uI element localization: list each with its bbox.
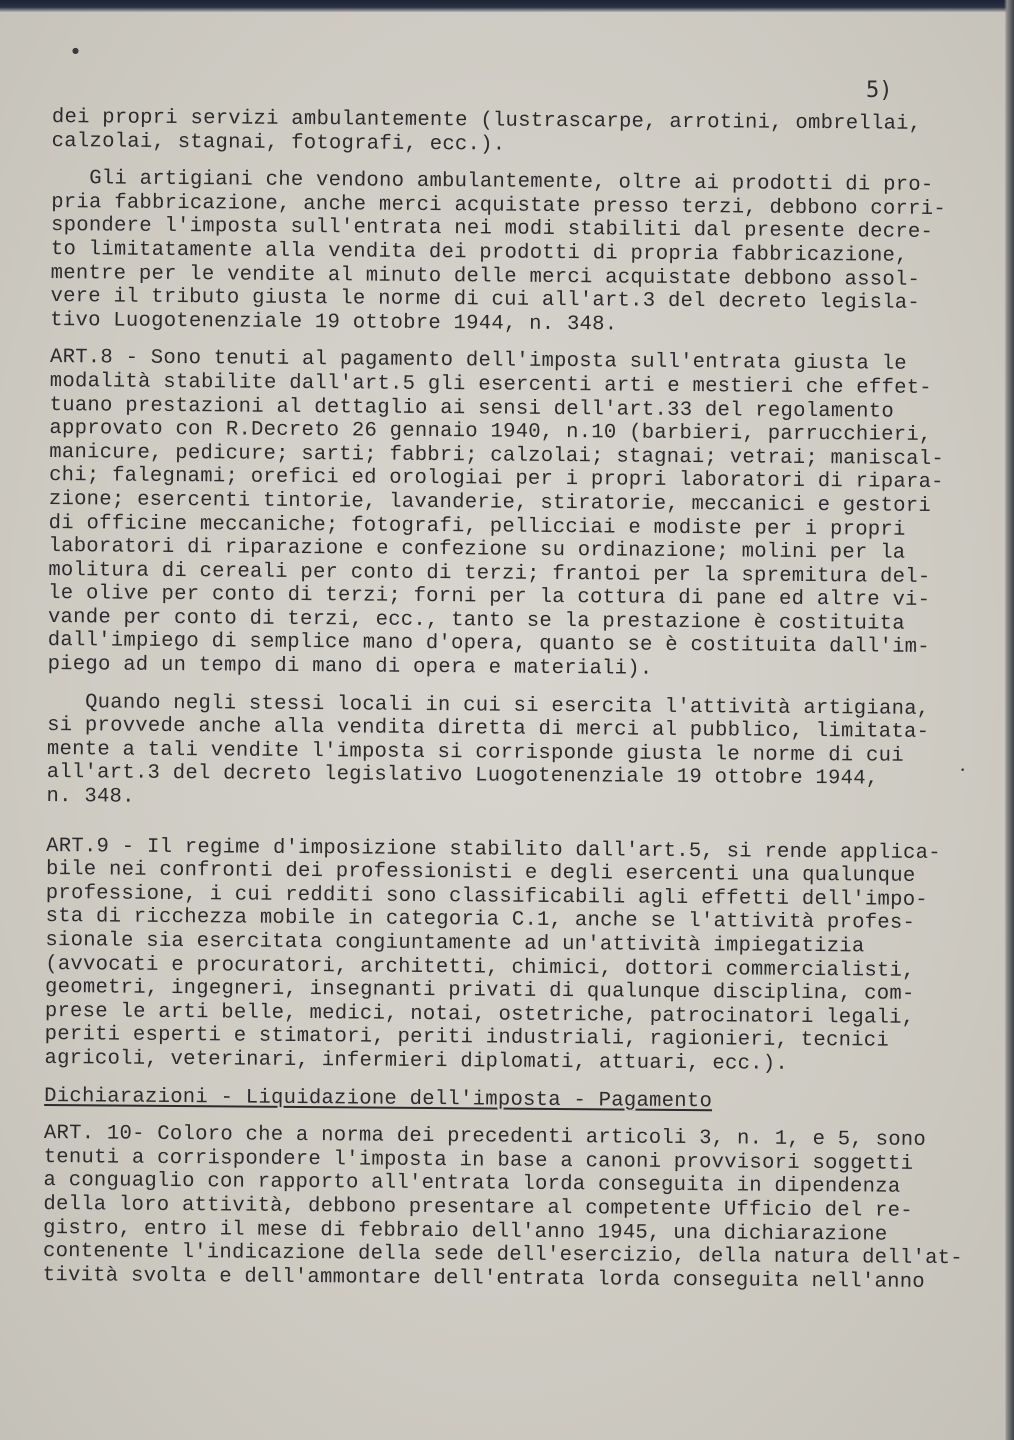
- text-line: periti esperti e stimatori, periti industriali, ragionieri, tecnici: [44, 1023, 890, 1053]
- text-line: gistro, entro il mese di febbraio dell'anno 1945, una dichiarazione: [43, 1216, 888, 1247]
- page-number: 5): [866, 78, 893, 103]
- text-line: dall'impiego di semplice mano d'opera, quanto se è costituita dall'im-: [47, 629, 931, 660]
- scan-top-edge: [0, 0, 1014, 12]
- document-body: [43, 106, 972, 1295]
- text-line: vande per conto di terzi, ecc., tanto se la prestazione è costituita: [47, 605, 905, 636]
- text-line: mentre per le vendite al minuto delle merci acquistate debbono assol-: [50, 261, 921, 292]
- article-10-line: ART. 10- Coloro che a norma dei precedenti articoli 3, n. 1, e 5, sono: [43, 1122, 927, 1153]
- text-line: Quando negli stessi locali in cui si esercita l'attività artigiana,: [47, 690, 930, 721]
- text-line: molitura di cereali per conto di terzi; frantoi per la spremitura del-: [48, 558, 931, 589]
- text-line: tivo Luogotenenziale 19 ottobre 1944, n. 348.: [50, 308, 618, 337]
- text-line: professione, i cui redditi sono classificabili agli effetti dell'impo-: [45, 881, 929, 912]
- text-line: geometri, ingegneri, insegnanti privati di qualunque disciplina, com-: [44, 976, 915, 1006]
- text-line: si provvede anche alla vendita diretta di merci al pubblico, limitata-: [47, 714, 930, 745]
- text-line: tività svolta e dell'ammontare dell'entrata lorda conseguita nell'anno: [42, 1263, 926, 1294]
- text-line: di officine meccaniche; fotografi, pellicciai e modiste per i propri: [48, 511, 906, 542]
- text-line: n. 348.: [46, 785, 135, 809]
- article-9-line: ART.9 - Il regime d'imposizione stabilito dall'art.5, si rende applica-: [46, 834, 941, 865]
- section-heading: Dichiarazioni - Liquidazione dell'imposta - Pagamento: [44, 1084, 713, 1113]
- text-line: spondere l'imposta sull'entrata nei modi stabiliti dal presente decre-: [50, 214, 934, 245]
- text-line: (avvocati e procuratori, architetti, chimici, dottori commercialisti,: [45, 952, 915, 983]
- text-line: pria fabbricazione, anche merci acquistate presso terzi, debbono corri-: [51, 190, 947, 221]
- text-line: agricoli, veterinari, infermieri diplomati, attuari, ecc.).: [44, 1046, 789, 1076]
- text-line: tenuti a corrispondere l'imposta in base a canoni provvisori soggetti: [43, 1145, 914, 1176]
- article-8-line: ART.8 - Sono tenuti al pagamento dell'imposta sull'entrata giusta le: [49, 346, 908, 377]
- text-line: bile nei confronti dei professionisti e degli esercenti una qualunque: [45, 858, 916, 889]
- text-line: mente a tali vendite l'imposta si corrisponde giusta le norme di cui: [46, 737, 904, 768]
- text-line: sionale sia esercitata congiuntamente ad un'attività impiegatizia: [45, 928, 865, 959]
- speck-mark: •: [960, 766, 966, 776]
- text-line: modalità stabilite dall'art.5 gli esercenti arti e mestieri che effet-: [49, 369, 933, 400]
- text-line: chi; falegnami; orefici ed orologiai per i propri laboratori di ripara-: [49, 464, 944, 495]
- text-line: prese le arti belle, medici, notai, ostetriche, patrocinatori legali,: [44, 999, 915, 1030]
- text-line: tuano prestazioni al dettaglio ai sensi dell'art.33 del regolamento: [49, 393, 895, 424]
- text-line: a conguaglio con rapporto all'entrata lorda conseguita in dipendenza: [43, 1169, 901, 1200]
- text-line: manicure, pedicure; sarti; fabbri; calzolai; stagnai; vetrai; maniscal-: [49, 440, 945, 471]
- text-line: zione; esercenti tintorie, lavanderie, stiratorie, meccanici e gestori: [48, 487, 932, 518]
- text-line: laboratori di riparazione e confezione su ordinazione; molini per la: [48, 535, 906, 565]
- text-line: le olive per conto di terzi; forni per la cottura di pane ed altre vi-: [48, 582, 931, 613]
- text-line: to limitatamente alla vendita dei prodotti di propria fabbricazione,: [50, 237, 908, 268]
- text-line: vere il tributo giusta le norme di cui all'art.3 del decreto legisla-: [50, 285, 921, 315]
- text-line: calzolai, stagnai, fotografi, ecc.).: [51, 129, 506, 157]
- speck-mark: ●: [72, 46, 79, 55]
- text-line: all'art.3 del decreto legislativo Luogotenenziale 19 ottobre 1944,: [46, 761, 879, 791]
- text-line: piego ad un tempo di mano di opera e materiali).: [47, 653, 653, 681]
- text-line: dei propri servizi ambulantemente (lustrascarpe, arrotini, ombrellai,: [51, 106, 922, 136]
- text-line: approvato con R.Decreto 26 gennaio 1940, n.10 (barbieri, parrucchieri,: [49, 417, 932, 448]
- text-line: della loro attività, debbono presentare al competente Ufficio del re-: [43, 1192, 913, 1223]
- text-line: sta di ricchezza mobile in categoria C.1, anche se l'attività profes-: [45, 905, 916, 936]
- text-line: Gli artigiani che vendono ambulantemente, oltre ai prodotti di pro-: [51, 167, 934, 198]
- scan-right-edge: [1004, 0, 1014, 1440]
- text-line: contenente l'indicazione della sede dell'esercizio, della natura dell'at-: [42, 1240, 964, 1271]
